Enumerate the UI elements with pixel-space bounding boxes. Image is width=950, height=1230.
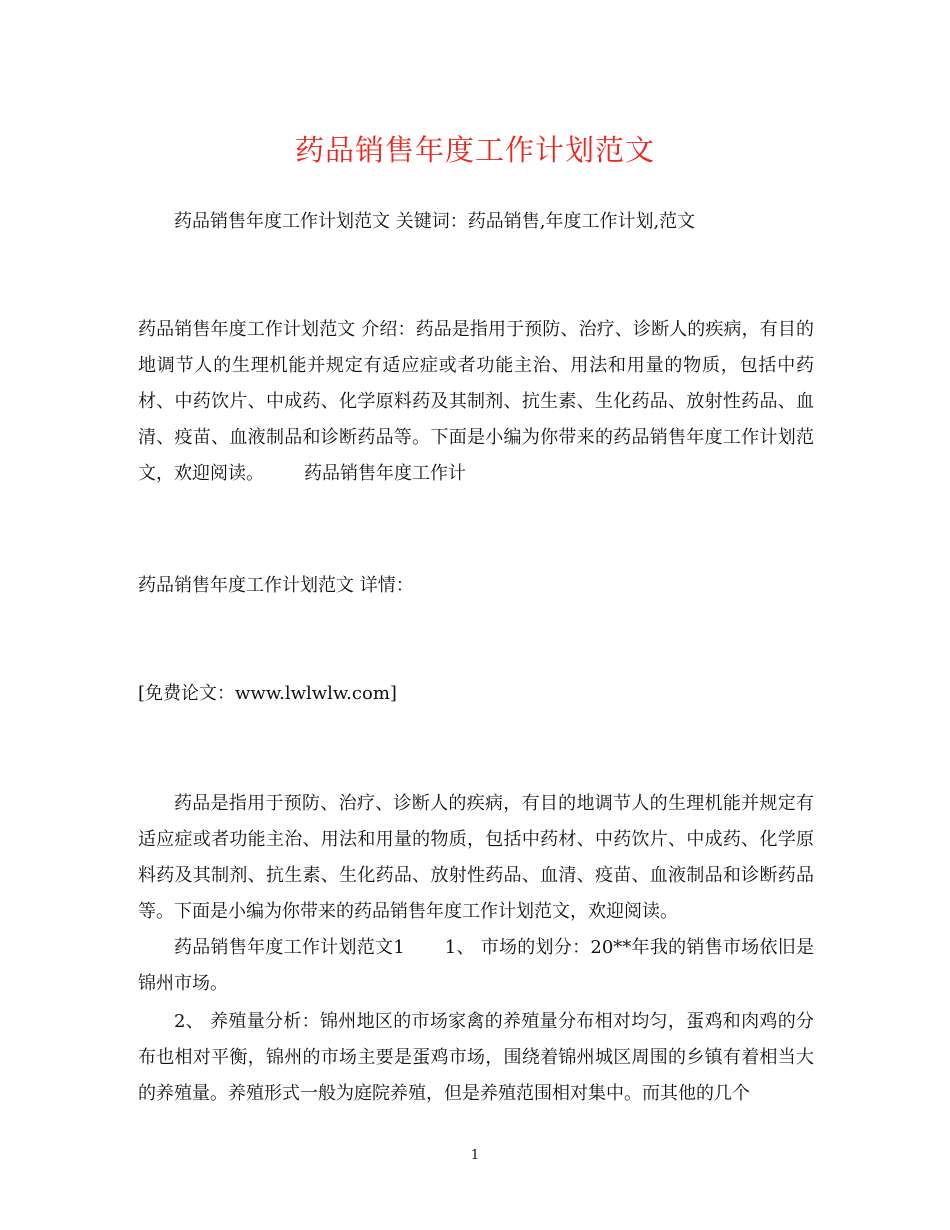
details-label: 药品销售年度工作计划范文 详情： — [138, 575, 414, 596]
document-title: 药品销售年度工作计划范文 — [294, 133, 655, 167]
source-note: [免费论文：www.lwlwlw.com] — [138, 683, 397, 704]
intro-paragraph — [138, 312, 814, 492]
body-paragraph-3: 2、 养殖量分析：锦州地区的市场家禽的养殖量分布相对均匀，蛋鸡和肉鸡的分布也相对平衡，锦州的市场主要是蛋鸡市场，围绕着锦州城区周围的乡镇有着相当大的养殖量。养殖形式一般为庭院养殖，但是养殖范围相对集中。而其他的几个 — [138, 1011, 814, 1104]
section-heading: 药品销售年度工作计划范文1 — [174, 937, 405, 958]
body-paragraph-2 — [138, 930, 814, 1002]
page-number: 1 — [470, 1148, 480, 1163]
body-paragraph-1: 药品是指用于预防、治疗、诊断人的疾病，有目的地调节人的生理机能并规定有适应症或者功能主治、用法和用量的物质，包括中药材、中药饮片、中成药、化学原料药及其制剂、抗生素、生化药品、放射性药品、血清、疫苗、血液制品和诊断药品等。下面是小编为你带来的药品销售年度工作计划范文，欢迎阅读。 — [138, 793, 814, 922]
section-text: 1、 市场的划分：20**年我的销售市场依旧是锦州市场。 — [138, 937, 815, 994]
intro-tail: 药品销售年度工作计 — [304, 463, 466, 484]
intro-text: 药品销售年度工作计划范文 介绍：药品是指用于预防、治疗、诊断人的疾病，有目的地调节人的生理机能并规定有适应症或者功能主治、用法和用量的物质，包括中药材、中药饮片、中成药、化学原料药及其制剂、抗生素、生化药品、放射性药品、血清、疫苗、血液制品和诊断药品等。下面是小编为你带来的药品销售年度工作计划范文，欢迎阅读。 — [138, 319, 814, 484]
keywords-line: 药品销售年度工作计划范文 关键词：药品销售,年度工作计划,范文 — [174, 211, 696, 232]
